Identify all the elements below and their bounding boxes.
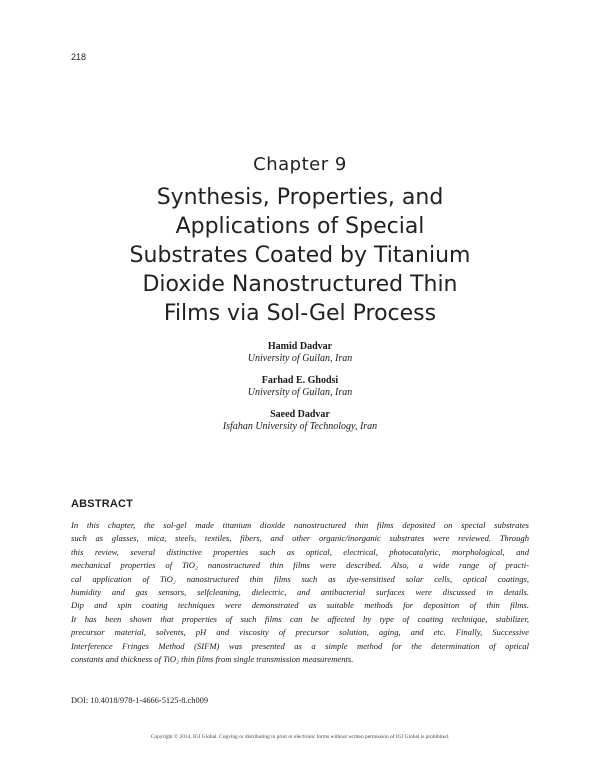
page-number: 218 (71, 52, 87, 62)
chapter-title-line: Dioxide Nanostructured Thin (142, 272, 458, 297)
author-affiliation: University of Guilan, Iran (247, 353, 353, 364)
chapter-title-line: Applications of Special (175, 214, 425, 239)
abstract-line: precursor material, solvents, pH and viscosity of precursor solution, aging, and etc. Finally, Successive (71, 627, 529, 638)
abstract-body (71, 519, 529, 666)
abstract-line: such as glasses, mica, steels, textiles, fibers, and other organic/inorganic substrates were reviewed. Through (71, 533, 529, 544)
abstract-line: Interference Fringes Method (SIFM) was presented as a simple method for the determination of optical (71, 640, 529, 651)
chapter-title-line: Synthesis, Properties, and (156, 185, 444, 210)
copyright-notice: Copyright © 2014, IGI Global. Copying or distributing in print or electronic forms without written permission of IGI Global is prohibited. (150, 734, 450, 740)
author-list (0, 341, 600, 443)
author-name: Farhad E. Ghodsi (261, 375, 339, 386)
author-name: Hamid Dadvar (267, 341, 333, 352)
author-block (0, 375, 600, 399)
author-block (0, 341, 600, 365)
author-name: Saeed Dadvar (270, 409, 330, 420)
abstract-line: Dip and spin coating techniques were demonstrated as suitable methods for deposition of thin films. (71, 600, 529, 611)
abstract-line: humidity and gas sensors, selfcleaning, dielectric, and antibacterial surfaces were discussed in details. (71, 587, 529, 598)
abstract-line: constants and thickness of TiO₂ thin films from single transmission measurements. (71, 654, 354, 665)
abstract-line: mechanical properties of TiO₂ nanostructured thin films were described. Also, a wide range of practi- (71, 560, 529, 571)
abstract-heading: ABSTRACT (71, 498, 134, 510)
abstract-line: In this chapter, the sol-gel made titanium dioxide nanostructured thin films deposited on special substrates (71, 520, 529, 530)
chapter-label: Chapter 9 (253, 154, 347, 175)
chapter-title-line: Films via Sol-Gel Process (163, 301, 437, 326)
abstract-line: It has been shown that properties of such films can be affected by type of coating technique, stabilizer, (71, 613, 529, 624)
abstract-line: this review, several distinctive properties such as optical, electrical, photocatalytic, morphological, and (71, 546, 529, 557)
doi: DOI: 10.4018/978-1-4666-5125-8.ch009 (71, 696, 209, 705)
abstract-line: cal application of TiO₂ nanostructured thin films such as dye-sensitised solar cells, optical coatings, (71, 573, 529, 584)
author-block (0, 409, 600, 433)
author-affiliation: Isfahan University of Technology, Iran (222, 421, 378, 432)
chapter-title-line: Substrates Coated by Titanium (129, 243, 471, 268)
author-affiliation: University of Guilan, Iran (247, 387, 353, 398)
chapter-title (60, 183, 540, 328)
